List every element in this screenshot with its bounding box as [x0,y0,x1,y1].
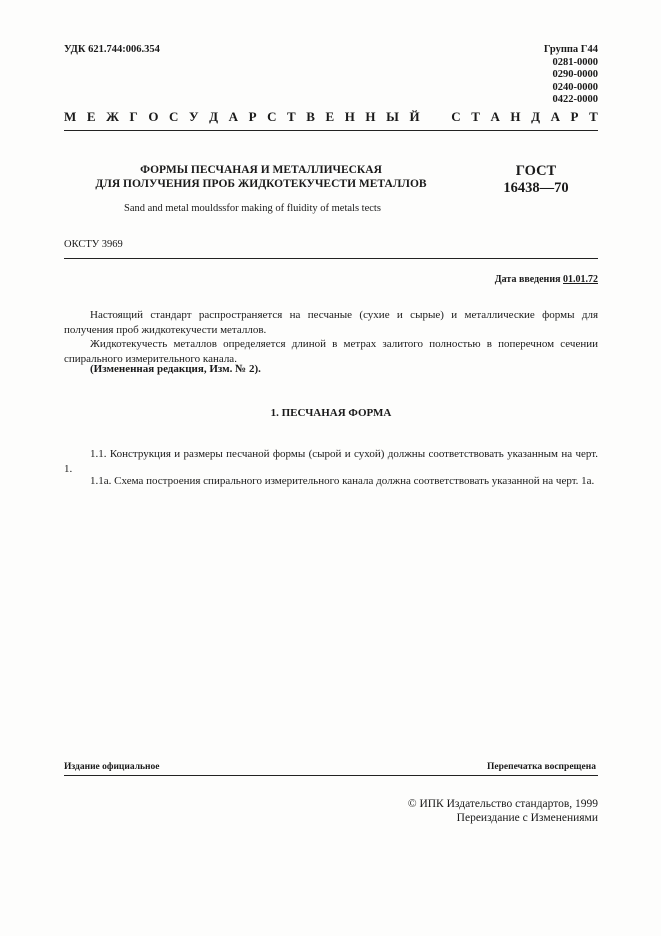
amendment-note: (Измененная редакция, Изм. № 2). [90,363,261,375]
paragraph-1-1a: 1.1а. Схема построения спирального измерительного канала должна соответствовать указанной на черт. 1а. [90,475,595,487]
reprint-prohibited-label: Перепечатка воспрещена [486,762,596,772]
group-code: 0240-0000 [552,81,598,93]
interstate-standard-banner [64,109,598,125]
title-line: ФОРМЫ ПЕСЧАНАЯ И МЕТАЛЛИЧЕСКАЯ [140,164,382,176]
banner-letter: А [228,109,238,124]
gost-number: 16438—70 [503,180,569,196]
title-line: ДЛЯ ПОЛУЧЕНИЯ ПРОБ ЖИДКОТЕКУЧЕСТИ МЕТАЛЛОВ [95,178,427,190]
banner-letter: С [451,109,461,124]
banner-letter: М [64,109,77,124]
gost-designation [503,163,569,197]
udk-code: УДК 621.744:006.354 [64,44,160,55]
copyright: © ИПК Издательство стандартов, 1999 [407,798,598,810]
section-heading: 1. ПЕСЧАНАЯ ФОРМА [270,407,392,419]
banner-letter: Ы [386,109,399,124]
date-value: 01.01.72 [563,274,598,285]
publisher-block [408,797,598,825]
document-title [80,163,442,191]
banner-letter: Е [86,109,96,124]
group-codes [544,44,598,107]
banner-letter: Р [248,109,257,124]
banner-letter: Й [409,109,420,124]
paragraph-1-1: 1.1. Конструкция и размеры песчаной формы (сырой и сухой) должны соответствовать указанным на черт. 1. [64,448,598,475]
official-edition-label: Издание официальное [64,762,160,772]
banner-letter: Т [287,109,296,124]
date-label: Дата введения [494,274,561,285]
banner-letter: У [188,109,199,124]
banner-letter: Е [325,109,335,124]
header-divider [64,130,598,131]
banner-letter: Н [510,109,521,124]
footer-divider [64,775,598,776]
banner-letter: В [306,109,315,124]
banner-letter: С [267,109,277,124]
banner-letter: Д [209,109,219,124]
banner-letter: Н [365,109,376,124]
group-code: 0281-0000 [552,56,598,68]
english-title: Sand and metal mouldssfor making of fluidity of metals tects [124,203,381,214]
group-code: 0290-0000 [552,69,598,80]
banner-letter: А [490,109,500,124]
paragraph-definition: Жидкотекучесть металлов определяется длиной в метрах залитого полностью в поперечном сечении спирального измерительного канала. [64,338,598,365]
banner-letter: Р [570,109,579,124]
group-label: Группа Г44 [543,44,598,55]
gost-label: ГОСТ [515,163,557,179]
banner-letter: А [550,109,560,124]
banner-letter: Г [129,109,138,124]
banner-letter: Т [589,109,598,124]
okstu-code: ОКСТУ 3969 [64,239,123,250]
group-code: 0422-0000 [552,94,598,105]
introduction-date [495,274,598,285]
banner-letter: Т [471,109,480,124]
paragraph-scope: Настоящий стандарт распространяется на песчаные (сухие и сырые) и металлические формы для получения проб жидкотекучести металлов. [64,309,598,336]
reissue-note: Переиздание с Изменениями [456,812,598,824]
title-divider [64,258,598,259]
banner-letter: С [169,109,179,124]
banner-letter: О [148,109,159,124]
banner-letter: Н [344,109,355,124]
banner-letter: Д [531,109,541,124]
banner-letter: Ж [106,109,119,124]
